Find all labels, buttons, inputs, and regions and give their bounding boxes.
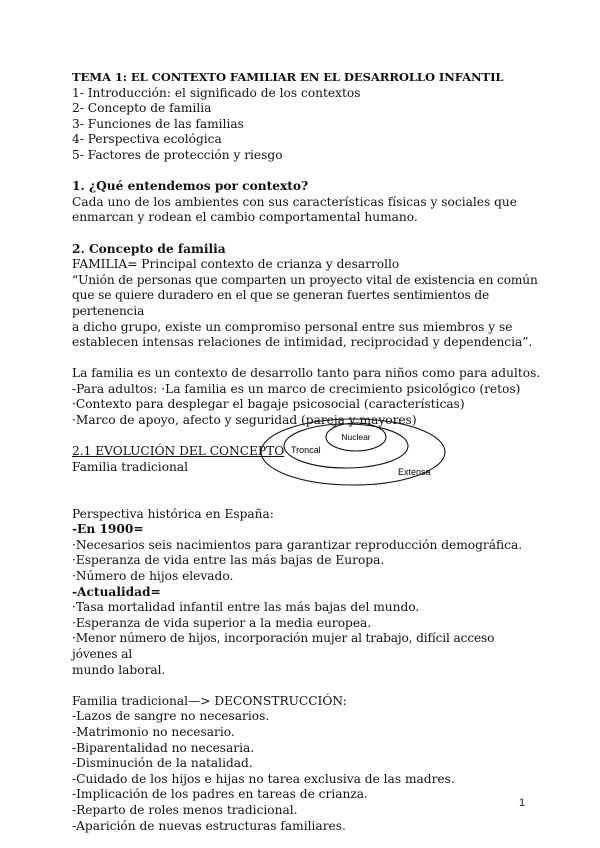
list-item: ·Necesarios seis nacimientos para garantizar reproducción demográfica. <box>72 537 523 552</box>
list-item: -Lazos de sangre no necesarios. <box>72 709 270 724</box>
paragraph-line: ·Marco de apoyo, afecto y seguridad (pareja y mayores) <box>72 413 417 428</box>
toc-item: 2- Concepto de familia <box>72 101 212 116</box>
paragraph-line: enmarcan y rodean el cambio comportamental humano. <box>72 210 418 225</box>
toc-item: 1- Introducción: el significado de los contextos <box>72 85 361 100</box>
list-item: ·Número de hijos elevado. <box>72 569 234 583</box>
paragraph-line: a dicho grupo, existe un compromiso personal entre sus miembros y se <box>72 319 513 334</box>
list-item: -Disminución de la natalidad. <box>72 756 253 771</box>
list-item: -Biparentalidad no necesaria. <box>72 740 255 755</box>
list-item: ·Menor número de hijos, incorporación mujer al trabajo, difícil acceso jóvenes al <box>72 631 495 661</box>
section1-heading: 1. ¿Qué entendemos por contexto? <box>72 179 309 194</box>
section21-subheading: Familia tradicional <box>72 459 189 474</box>
list-item: ·Esperanza de vida entre las más bajas de Europa. <box>72 553 385 568</box>
list-item: -Matrimonio no necesario. <box>72 724 235 739</box>
section2-heading: 2. Concepto de familia <box>72 241 226 256</box>
list-item: -Cuidado de los hijos e hijas no tarea exclusiva de las madres. <box>72 771 455 786</box>
toc-item: 4- Perspectiva ecológica <box>72 132 222 147</box>
era-label: -Actualidad= <box>72 584 161 599</box>
family-types-diagram <box>258 416 448 488</box>
paragraph-line: establecen intensas relaciones de intimidad, reciprocidad y dependencia”. <box>72 335 533 350</box>
list-item: mundo laboral. <box>72 662 166 677</box>
diagram-label-extensa: Extensa <box>398 467 431 477</box>
paragraph-line: FAMILIA= Principal contexto de crianza y desarrollo <box>72 257 400 272</box>
section21-heading: 2.1 EVOLUCIÓN DEL CONCEPTO <box>72 444 285 459</box>
paragraph-line: ·Contexto para desplegar el bagaje psicosocial (características) <box>72 397 465 412</box>
toc-item: 5- Factores de protección y riesgo <box>72 147 283 162</box>
diagram-label-troncal: Troncal <box>291 445 321 455</box>
paragraph-line: La familia es un contexto de desarrollo tanto para niños como para adultos. <box>72 366 541 381</box>
deconstruction-heading: Familia tradicional—> DECONSTRUCCIÓN: <box>72 693 347 708</box>
diagram-label-nuclear: Nuclear <box>341 432 371 442</box>
paragraph-line: que se quiere duradero en el que se generan fuertes sentimientos de pertenencia <box>72 288 490 318</box>
toc-item: 3- Funciones de las familias <box>72 116 244 131</box>
paragraph-line: Perspectiva histórica en España: <box>72 506 274 521</box>
list-item: ·Tasa mortalidad infantil entre las más bajas del mundo. <box>72 600 420 615</box>
list-item: -Aparición de nuevas estructuras familiares. <box>72 818 346 833</box>
list-item: ·Esperanza de vida superior a la media europea. <box>72 615 372 630</box>
paragraph-line: -Para adultos: ·La familia es un marco de crecimiento psicológico (retos) <box>72 381 521 396</box>
document-title: TEMA 1: EL CONTEXTO FAMILIAR EN EL DESARROLLO INFANTIL <box>72 70 504 84</box>
paragraph-line: Cada uno de los ambientes con sus características físicas y sociales que <box>72 194 517 209</box>
list-item: -Implicación de los padres en tareas de crianza. <box>72 787 368 802</box>
paragraph-line: “Unión de personas que comparten un proyecto vital de existencia en común <box>72 272 538 287</box>
list-item: -Reparto de roles menos tradicional. <box>72 802 298 817</box>
page-number: 1 <box>519 797 526 809</box>
era-label: -En 1900= <box>72 522 144 537</box>
